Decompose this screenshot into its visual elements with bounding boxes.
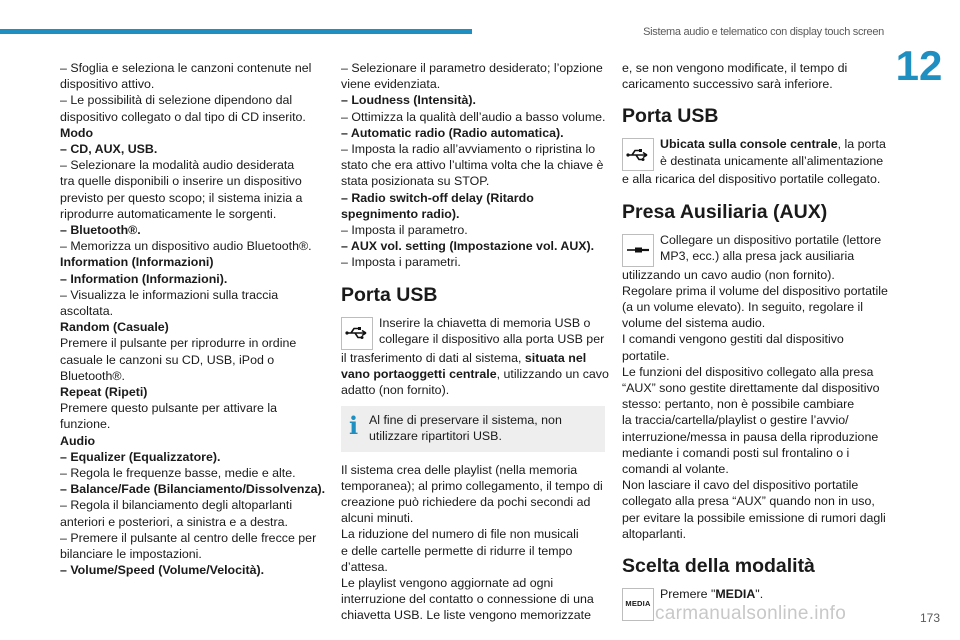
aux-jack-icon [622, 234, 654, 267]
column-2 [341, 60, 609, 624]
text-line: dispositivo attivo. [60, 77, 155, 92]
text-line: adatto (non fornito). [341, 383, 450, 398]
text-line: d’attesa. [341, 559, 388, 574]
text-line: temporanea); al primo collegamento, il tempo di [341, 478, 603, 493]
info-note [341, 406, 605, 451]
text-line: e alla ricarica del dispositivo portatile collegato. [622, 172, 881, 187]
media-key-label: MEDIA [715, 587, 756, 602]
text-line: stata posizionata su STOP. [341, 174, 490, 189]
text-line: Le funzioni del dispositivo collegato alla presa [622, 364, 874, 379]
text-line: caricamento successivo sarà inferiore. [622, 77, 833, 92]
text-line: il trasferimento di dati al sistema, situata nel [341, 350, 587, 365]
text-line: volume del sistema audio. [622, 316, 766, 331]
text-line: I comandi vengono gestiti dal dispositivo [622, 332, 844, 347]
info-icon: i [349, 411, 359, 441]
text-line: bilanciare le impostazioni. [60, 547, 202, 562]
text-line: funzione. [60, 417, 111, 432]
text-line: riprodurre automaticamente le sorgenti. [60, 206, 277, 221]
column-3 [622, 60, 888, 624]
text-line: Bluetooth®. [60, 368, 125, 383]
text-line: – Sfoglia e seleziona le canzoni contenute nel [60, 61, 312, 75]
text-line: dispositivo collegato o dal tipo di CD inserito. [60, 109, 306, 124]
text-line: stesso: pertanto, non è possibile cambiare [622, 397, 855, 412]
text-line: – Premere il pulsante al centro delle frecce per [60, 530, 317, 545]
text-line: Premere questo pulsante per attivare la [60, 401, 277, 416]
text-line: utilizzando un cavo audio (non fornito). [622, 267, 835, 282]
text-line: – Selezionare la modalità audio desiderata [60, 158, 295, 173]
text-line: Non lasciare il cavo del dispositivo portatile [622, 478, 859, 493]
text-line: previsto per questo scopo; il sistema inizia a [60, 190, 303, 205]
text-line: – Regola le frequenze basse, medie e alte. [60, 466, 296, 481]
text-line: interruzione/messa in pausa della riproduzione [622, 429, 879, 444]
text-line: – AUX vol. setting (Impostazione vol. AUX). [341, 239, 595, 254]
text-line: – Equalizer (Equalizzatore). [60, 449, 221, 464]
text-line: ascoltata. [60, 304, 114, 319]
text-line: – Information (Informazioni). [60, 271, 228, 286]
text-line: La riduzione del numero di file non musicali [341, 527, 579, 542]
text-line: – Imposta il parametro. [341, 223, 468, 238]
text-line: “AUX” sono gestite direttamente dal dispositivo [622, 381, 880, 396]
chapter-number: 12 [895, 42, 943, 89]
usb-icon [622, 138, 654, 171]
text-line: Premere "MEDIA". [660, 587, 764, 602]
text-line: anteriori e posteriori, a sinistra e a destra. [60, 514, 288, 529]
heading-porta-usb: Porta USB [341, 283, 438, 306]
text-line: creazione può richiedere da pochi secondi ad [341, 495, 591, 510]
text-line: per evitare la possibile emissione di rumori dagli [622, 510, 886, 525]
text-line: Regolare prima il volume del dispositivo portatile [622, 283, 888, 298]
subheading-random: Random (Casuale) [60, 320, 169, 335]
text-line: portatile. [622, 348, 670, 363]
text-line: spegnimento radio). [341, 206, 460, 221]
subheading-repeat: Repeat (Ripeti) [60, 385, 148, 400]
aux-instruction [622, 232, 884, 267]
text-line: Ubicata sulla console centrale, la porta [660, 137, 886, 152]
usb-icon [341, 317, 373, 350]
text-line: la traccia/cartella/playlist o gestire l’avvio/ [622, 413, 849, 428]
text-line: chiavetta USB. Le liste vengono memorizzate [341, 608, 592, 623]
text-line: – Volume/Speed (Volume/Velocità). [60, 563, 265, 578]
header-accent-bar [0, 29, 472, 34]
text-line: viene evidenziata. [341, 77, 441, 92]
text-line: e delle cartelle permette di ridurre il tempo [341, 543, 573, 558]
text-line: Inserire la chiavetta di memoria USB o [379, 315, 591, 330]
note-line: Al fine di preservare il sistema, non [369, 413, 562, 428]
text-line: collegato alla presa “AUX” quando non in uso, [622, 494, 875, 509]
text-line: Il sistema crea delle playlist (nella memoria [341, 462, 578, 477]
text-line: altoparlanti. [622, 526, 687, 541]
text-line: Collegare un dispositivo portatile (lettore [660, 232, 882, 247]
text-line: mediante i comandi posti sul frontalino o i [622, 445, 850, 460]
text-line: – Ottimizza la qualità dell’audio a basso volume. [341, 109, 606, 124]
subheading-audio: Audio [60, 433, 96, 448]
media-button-icon: MEDIA [622, 588, 654, 621]
heading-scelta-modalita: Scelta della modalità [622, 555, 815, 578]
text-line: e, se non vengono modificate, il tempo di [622, 61, 848, 75]
header-title: Sistema audio e telematico con display touch screen [643, 26, 884, 38]
usb-instruction [341, 315, 605, 350]
subheading-modo: Modo [60, 125, 94, 140]
text-line: casuale le canzoni su CD, USB, iPod o [60, 352, 275, 367]
text-line: – Selezionare il parametro desiderato; l’opzione [341, 61, 603, 75]
text-line: interruzione del contatto o connessione di una [341, 592, 594, 607]
text-line: comandi al volante. [622, 462, 729, 477]
text-line: alcuni minuti. [341, 511, 414, 526]
text-line: – Bluetooth®. [60, 223, 141, 238]
text-line: collegare il dispositivo alla porta USB per [379, 331, 605, 346]
text-line: – Regola il bilanciamento degli altoparlanti [60, 498, 293, 513]
text-line: (a un volume elevato). In seguito, regolare il [622, 300, 864, 315]
text-line: – Imposta i parametri. [341, 255, 461, 270]
note-line: utilizzare ripartitori USB. [369, 429, 502, 444]
watermark: carmanualsonline.info [655, 603, 847, 624]
text-line: vano portaoggetti centrale, utilizzando un cavo [341, 366, 609, 381]
usb-console-info [622, 136, 884, 171]
text-line: – CD, AUX, USB. [60, 142, 158, 157]
text-line: – Radio switch-off delay (Ritardo [341, 190, 534, 205]
text-line: – Imposta la radio all’avviamento o ripristina lo [341, 142, 596, 157]
text-line: – Automatic radio (Radio automatica). [341, 125, 564, 140]
text-line: Le playlist vengono aggiornate ad ogni [341, 576, 554, 591]
text-line: MP3, ecc.) alla presa jack ausiliaria [660, 248, 855, 263]
text-line: è destinata unicamente all’alimentazione [660, 153, 884, 168]
text-line: tra quelle disponibili o inserire un dispositivo [60, 174, 302, 189]
text-line: – Memorizza un dispositivo audio Bluetooth®. [60, 239, 312, 254]
text-line: stato che era attivo l’ultima volta che la chiave è [341, 158, 604, 173]
text-line: Premere il pulsante per riprodurre in ordine [60, 336, 297, 351]
text-line: – Loudness (Intensità). [341, 93, 476, 108]
heading-porta-usb-2: Porta USB [622, 105, 719, 128]
heading-presa-aux: Presa Ausiliaria (AUX) [622, 200, 828, 223]
page-number: 173 [919, 611, 940, 625]
text-line: – Balance/Fade (Bilanciamento/Dissolvenza). [60, 482, 326, 497]
text-line: – Visualizza le informazioni sulla traccia [60, 287, 279, 302]
text-line: – Le possibilità di selezione dipendono dal [60, 93, 293, 108]
column-1 [60, 60, 328, 579]
subheading-information: Information (Informazioni) [60, 255, 214, 270]
